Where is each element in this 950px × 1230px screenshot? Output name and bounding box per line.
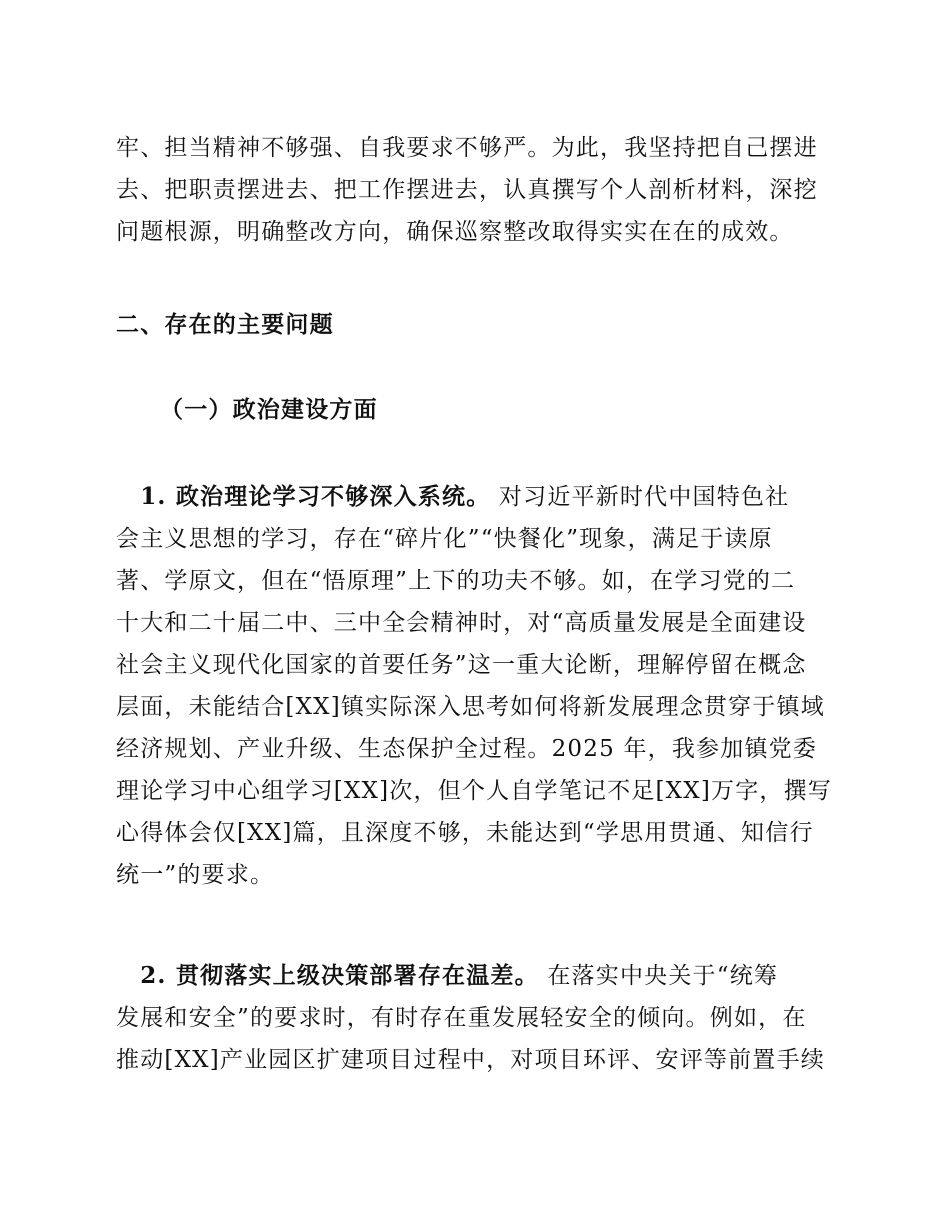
subsection-heading: （一）政治建设方面 xyxy=(160,396,378,423)
item-line: 著、学原文，但在“悟原理”上下的功夫不够。如，在学习党的二 xyxy=(116,568,796,594)
item-line: 会主义思想的学习，存在“碎片化”“快餐化”现象，满足于读原 xyxy=(116,526,773,552)
intro-line: 牢、担当精神不够强、自我要求不够严。为此，我坚持把自己摆进 xyxy=(116,135,818,161)
item-line: 社会主义现代化国家的首要任务”这一重大论断，理解停留在概念 xyxy=(116,652,807,678)
item-text: 对习近平新时代中国特色社 xyxy=(490,484,790,510)
item-paragraph-1 xyxy=(116,476,836,896)
intro-paragraph xyxy=(116,127,836,253)
section-heading: 二、存在的主要问题 xyxy=(116,311,334,338)
item-line: 经济规划、产业升级、生态保护全过程。2025 年，我参加镇党委 xyxy=(116,736,818,762)
item-line: 层面，未能结合[XX]镇实际深入思考如何将新发展理念贯穿于镇域 xyxy=(116,694,825,720)
intro-line: 问题根源，明确整改方向，确保巡察整改取得实实在在的成效。 xyxy=(116,219,794,245)
item-lead: 1. 政治理论学习不够深入系统。 xyxy=(140,483,491,510)
item-first-line xyxy=(116,476,836,518)
item-paragraph-2 xyxy=(116,955,836,1081)
item-line: 心得体会仅[XX]篇，且深度不够，未能达到“学思用贯通、知信行 xyxy=(116,820,814,846)
item-line: 发展和安全”的要求时，有时存在重发展轻安全的倾向。例如，在 xyxy=(116,1005,807,1031)
item-first-line xyxy=(116,955,836,997)
item-line: 统一”的要求。 xyxy=(116,862,275,888)
intro-line: 去、把职责摆进去、把工作摆进去，认真撰写个人剖析材料，深挖 xyxy=(116,177,818,203)
item-line: 十大和二十届二中、三中全会精神时，对“高质量发展是全面建设 xyxy=(116,610,807,636)
item-lead: 2. 贯彻落实上级决策部署存在温差。 xyxy=(140,962,539,989)
item-line: 推动[XX]产业园区扩建项目过程中，对项目环评、安评等前置手续 xyxy=(116,1047,825,1073)
item-line: 理论学习中心组学习[XX]次，但个人自学笔记不足[XX]万字，撰写 xyxy=(116,778,832,804)
item-text: 在落实中央关于“统筹 xyxy=(538,963,779,989)
